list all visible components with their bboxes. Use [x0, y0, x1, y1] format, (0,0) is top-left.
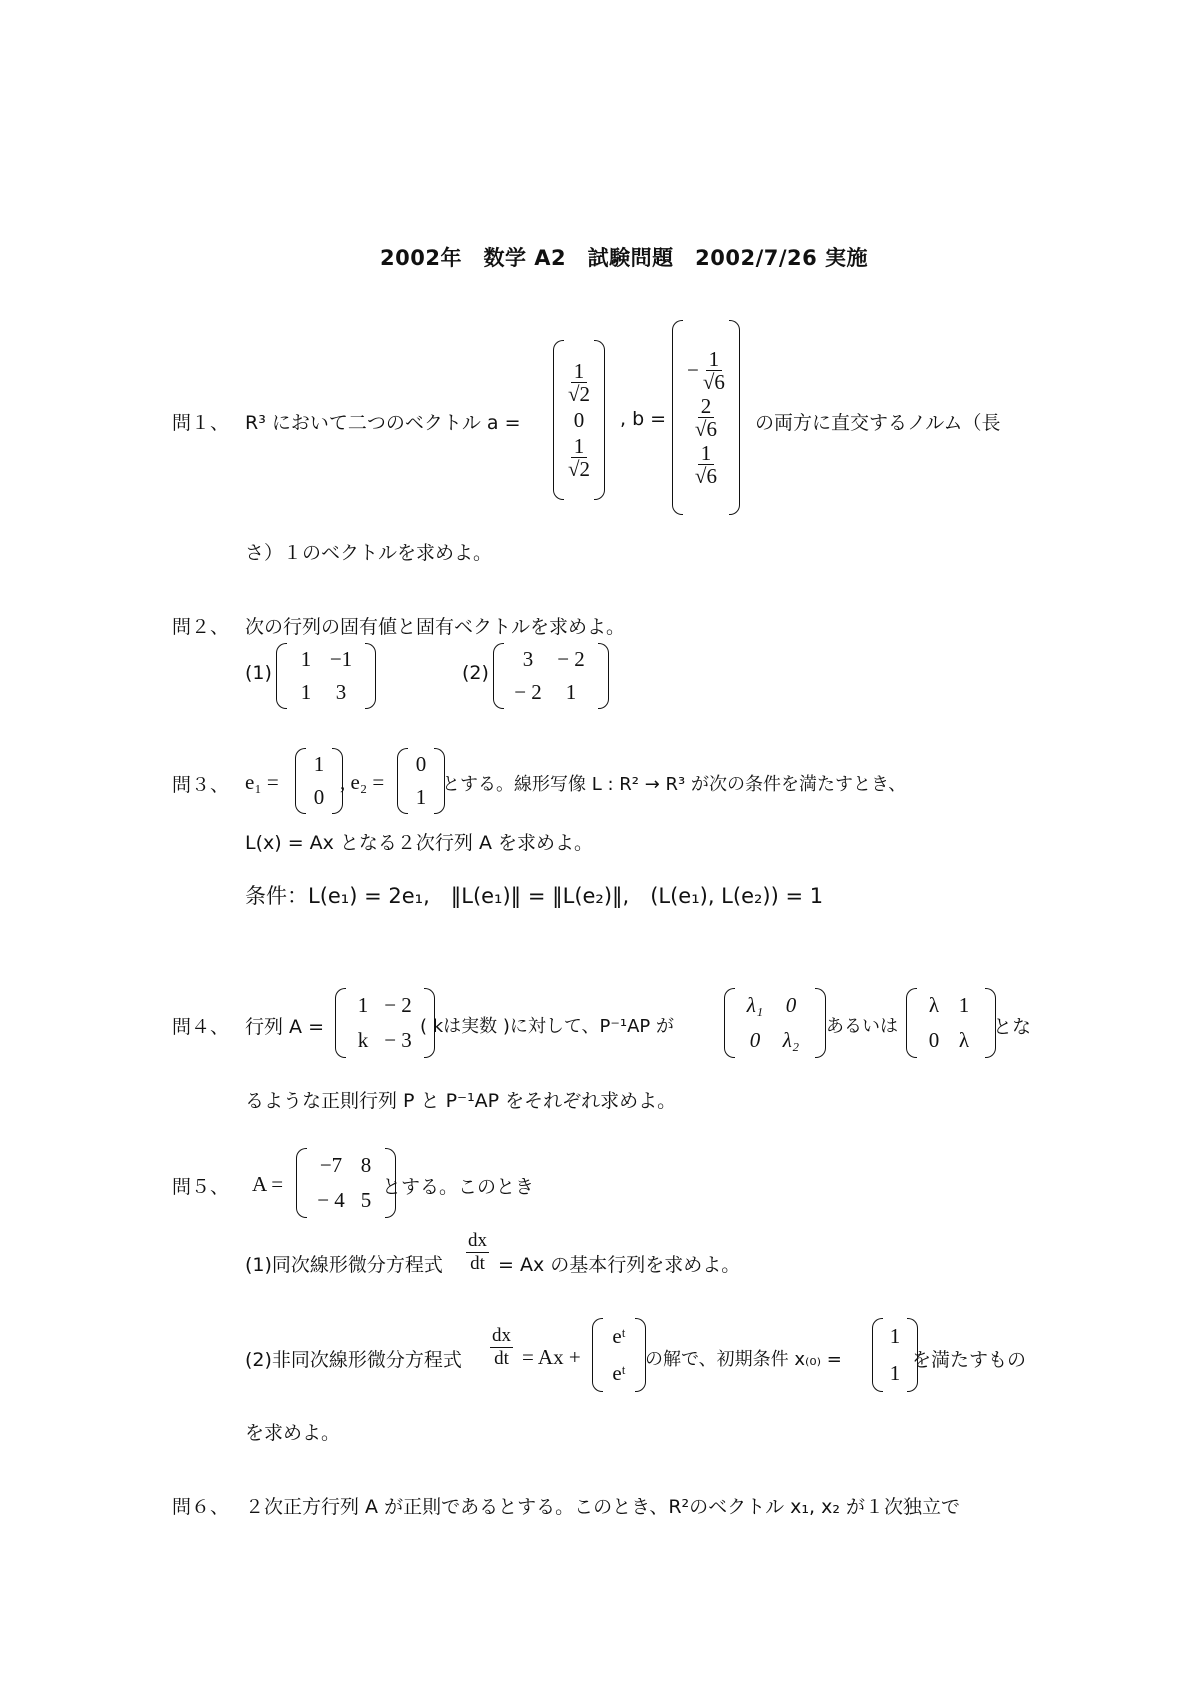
q1-b-3-num: 1	[698, 442, 715, 465]
q3-v1-2: 0	[313, 785, 325, 809]
q4-md-11: λ₁	[746, 993, 764, 1017]
q5-label: 問５、	[172, 1176, 230, 1198]
q5-m-22: 5	[360, 1188, 372, 1212]
q5-vet-2: eᵗ	[612, 1361, 626, 1385]
q2-m2-11: 3	[522, 647, 534, 671]
q4-ma-22: − 3	[384, 1028, 412, 1052]
q6-label: 問６、	[172, 1496, 230, 1518]
q1-text-b: の両方に直交するノルム（長	[755, 412, 1001, 434]
q4-mj-11: λ	[928, 993, 940, 1017]
q5-s2-pre: (2)非同次線形微分方程式	[245, 1349, 462, 1371]
q1-vector-a	[553, 340, 605, 500]
q2-m1-22: 3	[335, 680, 347, 704]
q4-ma-21: k	[357, 1028, 369, 1052]
q1-b-2-num: 2	[698, 395, 715, 418]
q5-s2-dx: dx	[492, 1325, 511, 1346]
q4-paren: ( kは実数 )に対して、P⁻¹AP が	[420, 1016, 675, 1037]
q2-matrix-2	[493, 643, 609, 709]
q5-s1-pre: (1)同次線形微分方程式	[245, 1254, 443, 1276]
q4-md-21: 0	[749, 1028, 761, 1052]
q1-a-1-den: √2	[568, 382, 591, 407]
q4-matrix-diag	[724, 988, 826, 1058]
q5-m-21: − 4	[317, 1188, 345, 1212]
q2-matrix-1	[276, 643, 376, 709]
q1-continuation: さ）１のベクトルを求めよ。	[245, 542, 493, 564]
q1-b-2-den: √6	[694, 417, 717, 441]
q4-md-22: λ₂	[782, 1028, 800, 1052]
q3-line2: L(x) = Ax となる２次行列 A を求めよ。	[245, 832, 594, 854]
q4-mj-22: λ	[958, 1028, 970, 1052]
q5-s2-mid: = Ax +	[522, 1345, 581, 1369]
q1-a-3-den: √2	[568, 456, 591, 481]
q6-text: ２次正方行列 A が正則であるとする。このとき、R²のベクトル x₁, x₂ が１次独立で	[245, 1496, 961, 1518]
q5-continuation: を求めよ。	[245, 1422, 341, 1444]
q2-part1-label: (1)	[245, 662, 272, 684]
q2-m1-12: −1	[329, 647, 353, 671]
q3-text: とする。線形写像 L : R² → R³ が次の条件を満たすとき、	[442, 774, 907, 795]
q4-mj-21: 0	[928, 1028, 940, 1052]
q1-a-3-num: 1	[571, 435, 588, 458]
q5-vet-1: eᵗ	[612, 1324, 626, 1348]
q1-b-1-num: 1	[706, 348, 723, 371]
q3-e1: e₁ =	[245, 770, 279, 794]
q2-part2-label: (2)	[462, 662, 489, 684]
q1-vector-b	[672, 320, 740, 515]
q5-m-11: −7	[319, 1153, 343, 1177]
q3-v2-2: 1	[415, 785, 427, 809]
q4-ma-12: − 2	[384, 993, 412, 1017]
q5-matrix	[296, 1148, 396, 1218]
q5-s1-derivative	[466, 1230, 489, 1275]
q1-b-minus: −	[687, 357, 699, 382]
q3-e2: , e₂ =	[340, 770, 385, 794]
q4-text-a: 行列 A =	[245, 1016, 324, 1038]
q5-s1-post: = Ax の基本行列を求めよ。	[498, 1254, 741, 1276]
q2-m2-22: 1	[565, 680, 577, 704]
q5-s2-post: を満たすもの	[912, 1349, 1027, 1371]
q3-vector-e2	[397, 748, 445, 814]
q3-v1-1: 1	[313, 752, 325, 776]
q2-m1-11: 1	[300, 647, 312, 671]
q4-or: あるいは	[826, 1016, 898, 1037]
q1-label: 問１、	[172, 412, 230, 434]
q1-b-1-den: √6	[702, 369, 725, 394]
q5-s2-derivative	[490, 1325, 513, 1370]
q4-matrix-jordan	[906, 988, 996, 1058]
q5-s2-dt: dt	[494, 1347, 509, 1369]
q2-m2-21: − 2	[514, 680, 542, 704]
page-title: 2002年 数学 A2 試験問題 2002/7/26 実施	[380, 246, 869, 270]
q3-condition: 条件：L(e₁) = 2e₁, ‖L(e₁)‖ = ‖L(e₂)‖, (L(e₁), L(e₂)) = 1	[245, 884, 824, 908]
q4-end: とな	[993, 1016, 1032, 1038]
q3-vector-e1	[295, 748, 343, 814]
q5-s1-dt: dt	[470, 1252, 485, 1274]
q5-vector-et	[592, 1318, 646, 1392]
q2-text: 次の行列の固有値と固有ベクトルを求めよ。	[245, 616, 626, 638]
q5-s2-mid2: の解で、初期条件 x₍₀₎ =	[645, 1349, 842, 1370]
q4-label: 問４、	[172, 1016, 230, 1038]
q3-label: 問３、	[172, 774, 230, 796]
q3-v2-1: 0	[415, 752, 427, 776]
q1-comma-b: , b =	[620, 408, 667, 430]
q4-mj-12: 1	[958, 993, 970, 1017]
q5-m-12: 8	[360, 1153, 372, 1177]
q4-md-12: 0	[785, 993, 797, 1017]
q4-ma-11: 1	[357, 993, 369, 1017]
q2-m2-12: − 2	[557, 647, 585, 671]
q2-label: 問２、	[172, 616, 230, 638]
q5-a: A =	[252, 1172, 284, 1196]
q2-m1-21: 1	[300, 680, 312, 704]
q5-s1-dx: dx	[468, 1230, 487, 1251]
q5-text: とする。このとき	[382, 1176, 535, 1198]
q5-v11-2: 1	[889, 1361, 901, 1385]
q1-b-3-den: √6	[694, 464, 717, 489]
q4-continuation: るような正則行列 P と P⁻¹AP をそれぞれ求めよ。	[245, 1090, 677, 1112]
q5-v11-1: 1	[889, 1324, 901, 1348]
q1-a-1-num: 1	[571, 360, 588, 383]
q1-a-2: 0	[573, 407, 585, 432]
q1-text-a: R³ において二つのベクトル a =	[245, 412, 521, 434]
